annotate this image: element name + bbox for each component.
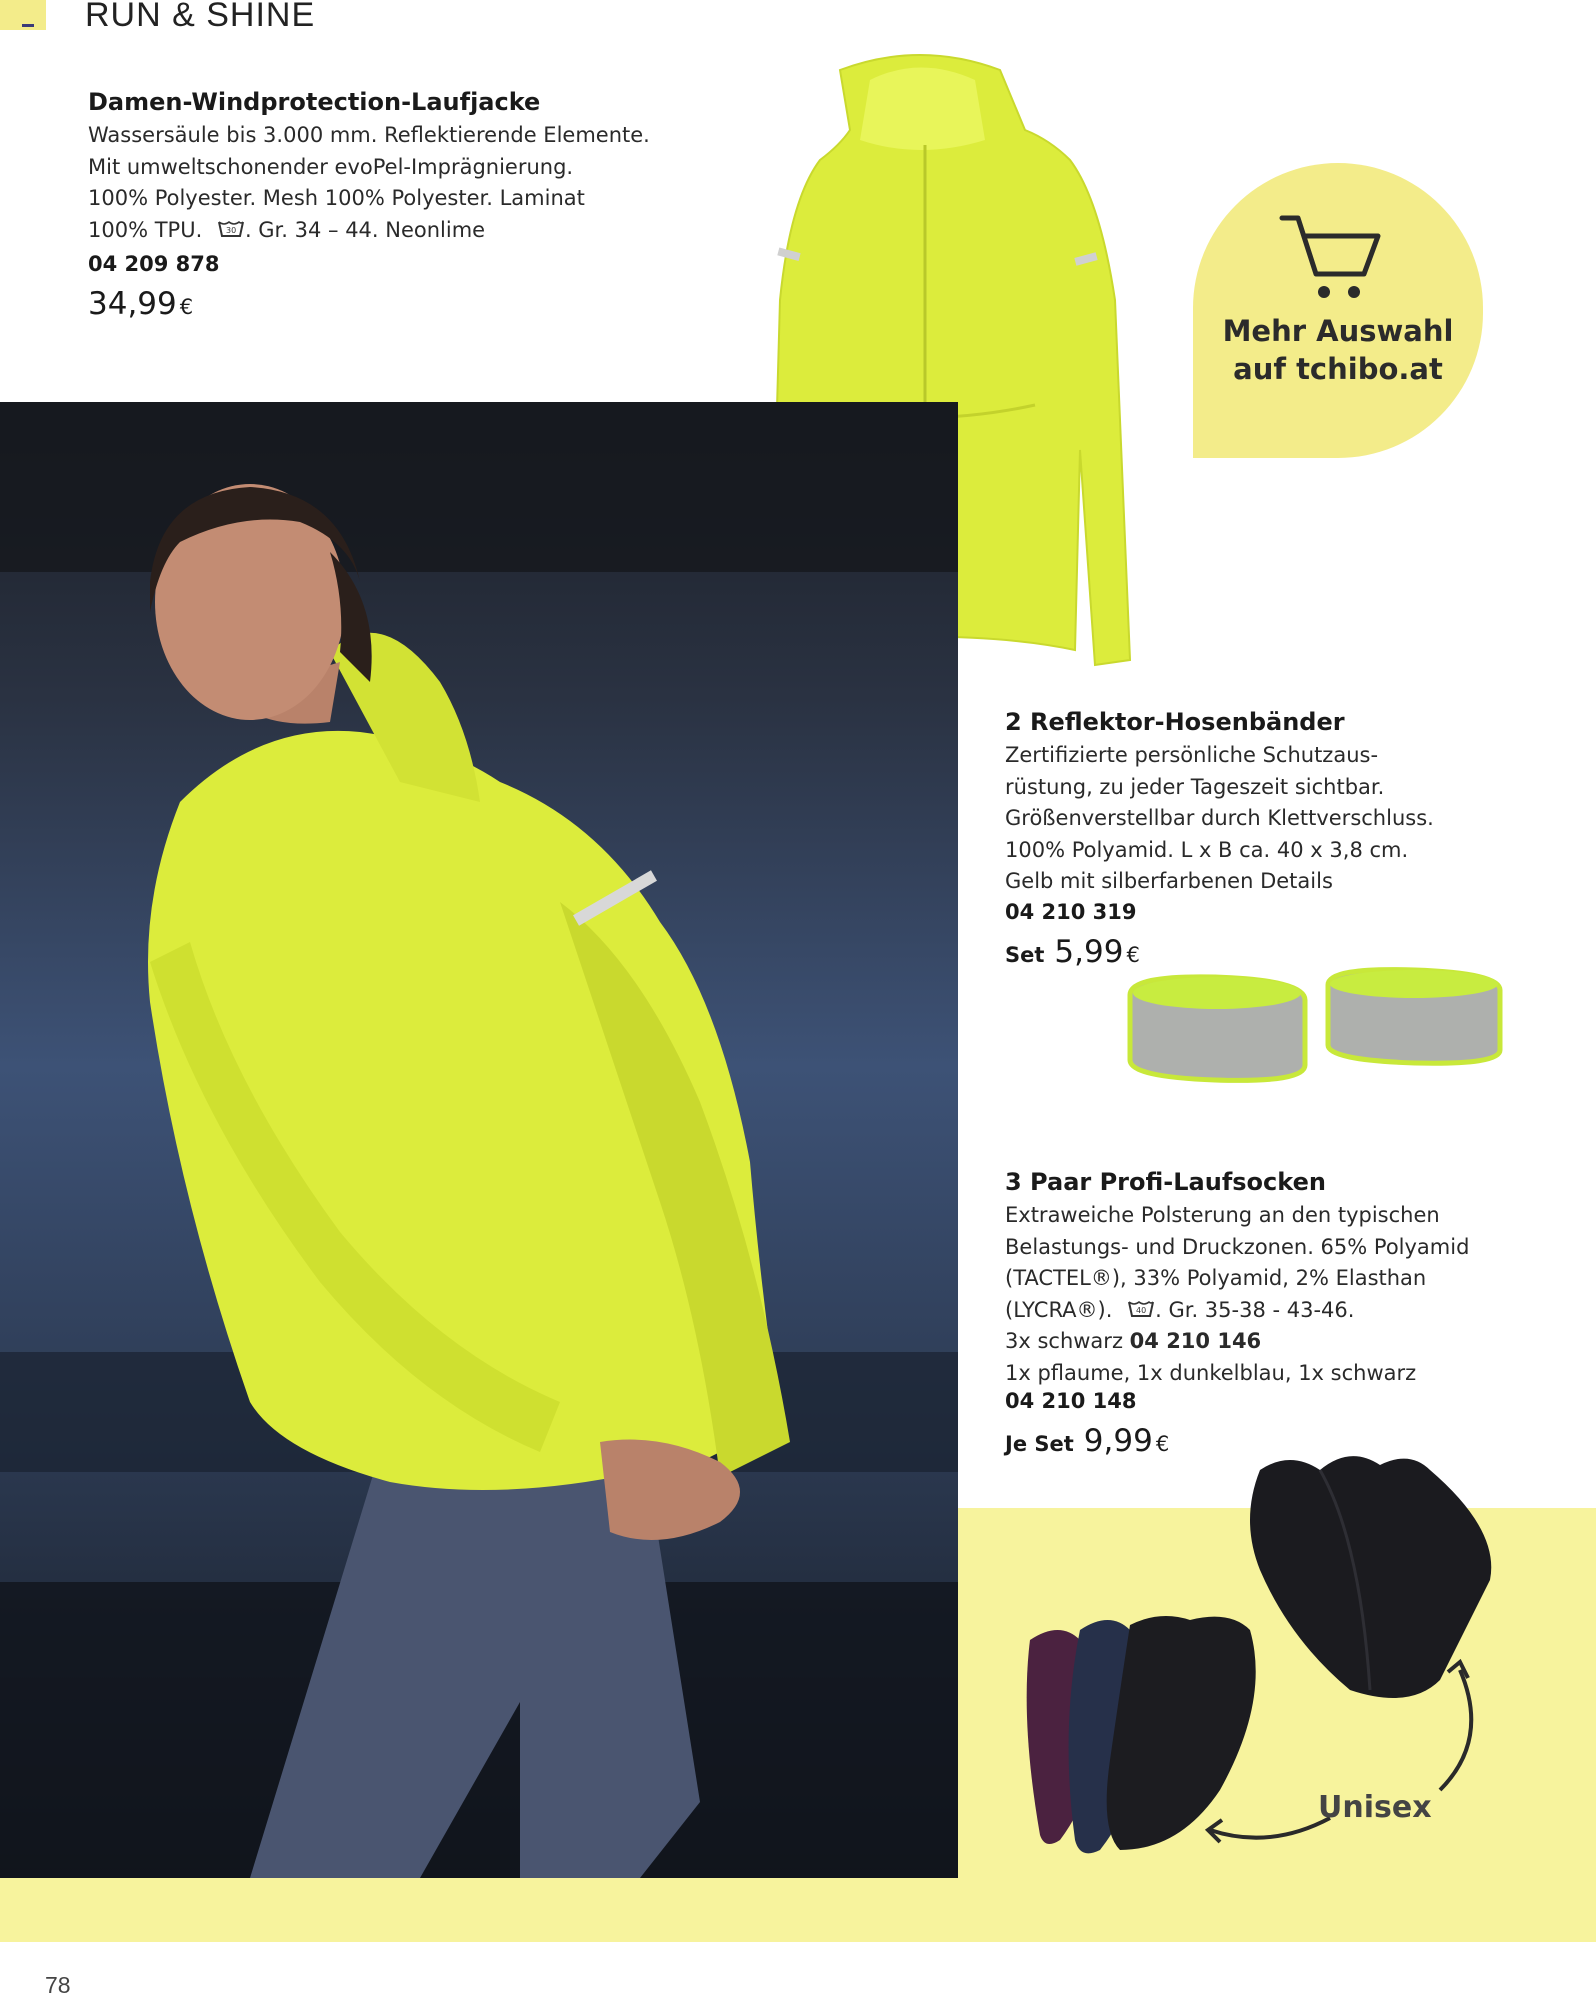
desc-line: (LYCRA®). 40 . Gr. 35-38 - 43-46. — [1005, 1297, 1355, 1322]
article-number: 04 210 146 — [1129, 1329, 1262, 1353]
desc-line: Belastungs- und Druckzonen. 65% Polyamid — [1005, 1234, 1470, 1259]
price: Je Set 9,99 € — [1005, 1423, 1170, 1459]
product-title: 2 Reflektor-Hosenbänder — [1005, 708, 1345, 736]
desc-line: 100% TPU. 30 . Gr. 34 – 44. Neonlime — [88, 217, 486, 242]
desc-line: Mit umweltschonender evoPel-Imprägnierung. — [88, 154, 574, 179]
variant-line: 3x schwarz 04 210 146 — [1005, 1329, 1262, 1353]
desc-line: Zertifizierte persönliche Schutzaus- — [1005, 743, 1379, 767]
desc-line: Extraweiche Polsterung an den typischen — [1005, 1203, 1440, 1227]
price: Set 5,99 € — [1005, 933, 1140, 970]
svg-text:40: 40 — [1136, 1305, 1147, 1315]
unisex-label: Unisex — [1318, 1790, 1432, 1825]
desc-line: (TACTEL®), 33% Polyamid, 2% Elasthan — [1005, 1266, 1427, 1290]
desc-line: Größenverstellbar durch Klettverschluss. — [1005, 806, 1434, 830]
product-jacket — [88, 88, 708, 322]
product-description — [88, 120, 708, 246]
desc-line: Wassersäule bis 3.000 mm. Reflektierende Elemente. — [88, 123, 650, 147]
section-tab-marker — [0, 0, 46, 30]
section-title: RUN & SHINE — [85, 0, 316, 34]
wash-40-icon — [1127, 1299, 1155, 1319]
runner-photo — [0, 402, 958, 1878]
product-description — [1005, 740, 1565, 898]
product-description — [1005, 1200, 1575, 1389]
wash-30-icon — [217, 219, 245, 239]
variant-line: 1x pflaume, 1x dunkelblau, 1x schwarz — [1005, 1360, 1417, 1385]
svg-text:30: 30 — [225, 225, 237, 235]
desc-line: rüstung, zu jeder Tageszeit sichtbar. — [1005, 774, 1385, 799]
reflector-bands-image — [1125, 965, 1510, 1095]
product-title: 3 Paar Profi-Laufsocken — [1005, 1168, 1326, 1196]
promo-text[interactable]: Mehr Auswahl auf tchibo.at — [1222, 314, 1454, 386]
product-running-socks — [1005, 1168, 1575, 1459]
article-number: 04 210 319 — [1005, 899, 1137, 924]
desc-line: Gelb mit silberfarbenen Details — [1005, 869, 1333, 893]
article-number: 04 209 878 — [88, 252, 220, 276]
promo-bubble[interactable] — [1193, 163, 1483, 458]
price: 34,99 € — [88, 286, 194, 322]
product-title: Damen-Windprotection-Laufjacke — [88, 88, 541, 116]
desc-line: 100% Polyamid. L x B ca. 40 x 3,8 cm. — [1005, 837, 1409, 862]
bottom-yellow-band — [0, 1878, 1596, 1942]
article-number: 04 210 148 — [1005, 1389, 1137, 1413]
desc-line: 100% Polyester. Mesh 100% Polyester. Laminat — [88, 186, 585, 210]
shopping-cart-icon — [1278, 212, 1384, 302]
product-reflector-bands — [1005, 708, 1565, 970]
page-number: 78 — [45, 1972, 71, 1998]
socks-image — [990, 1440, 1510, 1870]
